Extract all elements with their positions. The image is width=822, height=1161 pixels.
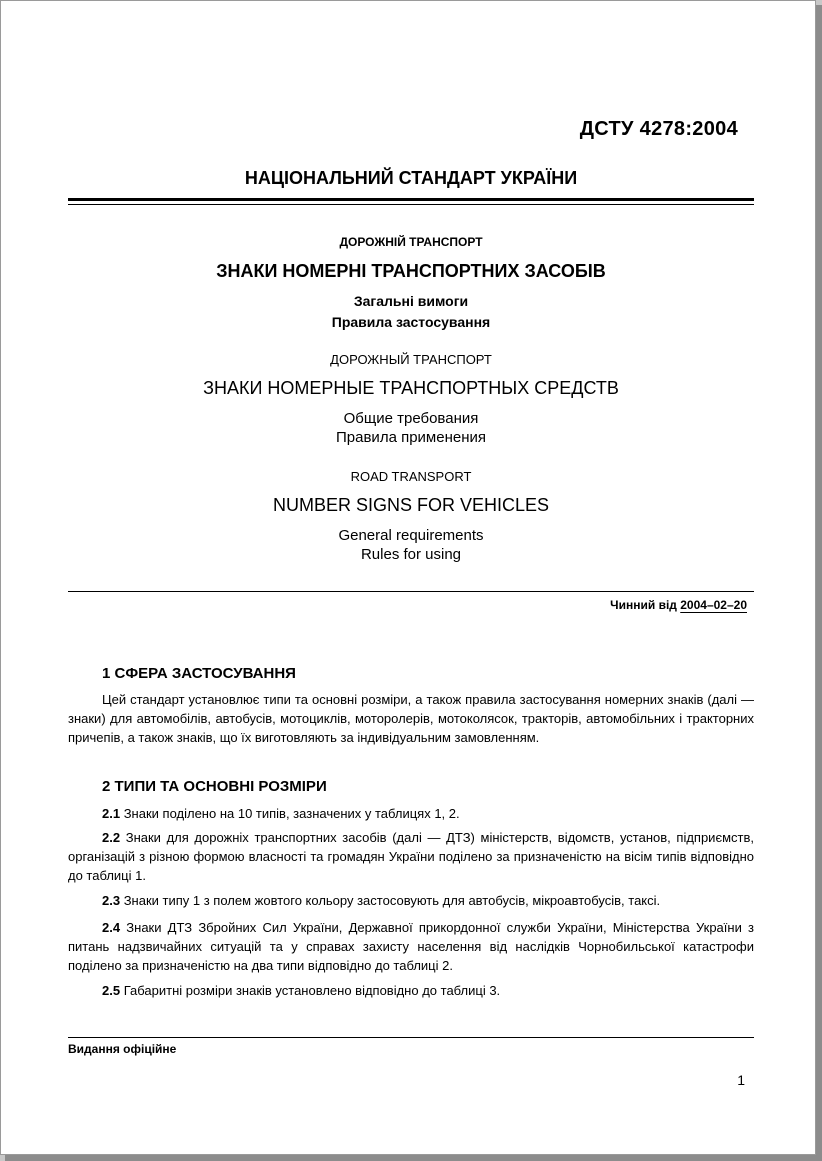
effective-label: Чинний від bbox=[610, 598, 677, 612]
clause-text: Знаки ДТЗ Збройних Сил України, Державної прикордонної служби України, Міністерства України з питань надзвичайних ситуацій та у справах захисту населення від наслідків Чорнобильської катастрофи поділено за призначеністю на два типи відповідно до таблиці 2. bbox=[68, 920, 754, 973]
clause-number: 2.2 bbox=[102, 830, 121, 845]
effective-date bbox=[610, 598, 747, 612]
ru-subtitle-1: Общие требования bbox=[343, 410, 479, 427]
ru-title: ЗНАКИ НОМЕРНЫЕ ТРАНСПОРТНЫХ СРЕДСТВ bbox=[203, 378, 619, 398]
clause-text: Габаритні розміри знаків установлено відповідно до таблиці 3. bbox=[123, 983, 501, 998]
en-title: NUMBER SIGNS FOR VEHICLES bbox=[272, 495, 550, 515]
en-subject: ROAD TRANSPORT bbox=[350, 469, 472, 484]
header-rule-thick bbox=[68, 198, 754, 201]
section-1-heading: 1 СФЕРА ЗАСТОСУВАННЯ bbox=[102, 665, 296, 682]
ua-subtitle-1: Загальні вимоги bbox=[353, 293, 469, 309]
ru-subtitle-2: Правила применения bbox=[336, 429, 486, 446]
en-subtitle-1: General requirements bbox=[338, 527, 484, 544]
clause-text: Знаки для дорожніх транспортних засобів (далі — ДТЗ) міністерств, відомств, установ, підприємств, організацій з різною формою власності та громадян України поділено за призначеністю на вісім типів відповідно до таблиці 1. bbox=[68, 830, 754, 883]
section-1-paragraph: Цей стандарт установлює типи та основні розміри, а також правила застосування номерних знаків (далі — знаки) для автомобілів, автобусів, мотоциклів, моторолерів, мотоколясок, тракторів, автомобільних і тракторних причепів, а також знаків, що їх виготовляють за індивідуальним замовленням. bbox=[68, 692, 754, 745]
page-shadow-bottom bbox=[5, 1155, 822, 1161]
effective-date-value: 2004–02–20 bbox=[680, 598, 747, 612]
clause-2-2 bbox=[68, 828, 754, 885]
clause-2-3 bbox=[68, 891, 754, 910]
ua-subject: ДОРОЖНІЙ ТРАНСПОРТ bbox=[339, 235, 483, 249]
page-number: 1 bbox=[737, 1072, 745, 1088]
section-2-heading: 2 ТИПИ ТА ОСНОВНІ РОЗМІРИ bbox=[102, 778, 327, 795]
standard-code: ДСТУ 4278:2004 bbox=[579, 118, 738, 140]
clause-2-1 bbox=[68, 804, 754, 823]
ru-subject: ДОРОЖНЫЙ ТРАНСПОРТ bbox=[330, 352, 492, 367]
ua-title: ЗНАКИ НОМЕРНІ ТРАНСПОРТНИХ ЗАСОБІВ bbox=[216, 261, 606, 281]
clause-number: 2.3 bbox=[102, 893, 121, 908]
clause-number: 2.5 bbox=[102, 983, 121, 998]
footer-rule bbox=[68, 1037, 754, 1038]
clause-text: Знаки типу 1 з полем жовтого кольору застосовують для автобусів, мікроавтобусів, таксі. bbox=[123, 893, 661, 908]
clause-number: 2.4 bbox=[102, 920, 121, 935]
clause-2-4 bbox=[68, 918, 754, 975]
ua-subtitle-2: Правила застосування bbox=[331, 314, 491, 330]
national-standard-title: НАЦІОНАЛЬНИЙ СТАНДАРТ УКРАЇНИ bbox=[244, 168, 578, 188]
en-subtitle-2: Rules for using bbox=[360, 546, 462, 563]
official-edition: Видання офіційне bbox=[68, 1042, 177, 1056]
clause-2-5 bbox=[68, 981, 754, 1000]
page-shadow-right bbox=[816, 5, 822, 1161]
header-rule-thin bbox=[68, 204, 754, 205]
title-rule bbox=[68, 591, 754, 592]
clause-number: 2.1 bbox=[102, 806, 121, 821]
clause-text: Знаки поділено на 10 типів, зазначених у таблицях 1, 2. bbox=[123, 806, 460, 821]
